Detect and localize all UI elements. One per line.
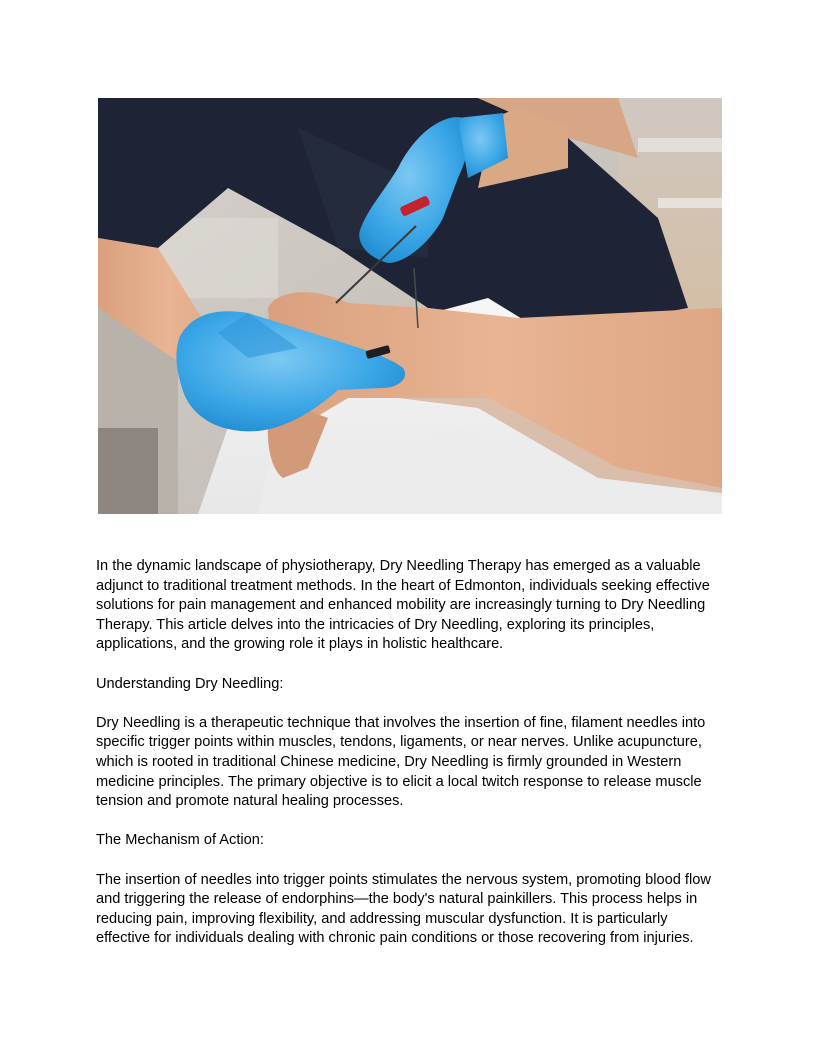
article-body (96, 557, 720, 968)
mechanism-paragraph: The insertion of needles into trigger points stimulates the nervous system, promoting blood flow and triggering the release of endorphins—the body's natural painkillers. This process helps in reducing pain, improving flexibility, and addressing muscular dysfunction. It is particularly effective for individuals dealing with chronic pain conditions or those recovering from injuries. (96, 871, 711, 947)
section-heading-understanding: Understanding Dry Needling: (96, 675, 284, 692)
dry-needling-photo (98, 98, 722, 514)
section-heading-mechanism: The Mechanism of Action: (96, 832, 264, 849)
intro-paragraph: In the dynamic landscape of physiotherapy, Dry Needling Therapy has emerged as a valuable adjunct to traditional treatment methods. In the heart of Edmonton, individuals seeking effective solutions for pain management and enhanced mobility are increasingly turning to Dry Needling Therapy. This article delves into the intricacies of Dry Needling, exploring its principles, applications, and the growing role it plays in holistic healthcare. (96, 558, 710, 653)
understanding-paragraph: Dry Needling is a therapeutic technique that involves the insertion of fine, filament needles into specific trigger points within muscles, tendons, ligaments, or near nerves. Unlike acupuncture, which is rooted in traditional Chinese medicine, Dry Needling is firmly grounded in Western medicine principles. The primary objective is to elicit a local twitch response to release muscle tension and promote natural healing processes. (96, 714, 706, 810)
